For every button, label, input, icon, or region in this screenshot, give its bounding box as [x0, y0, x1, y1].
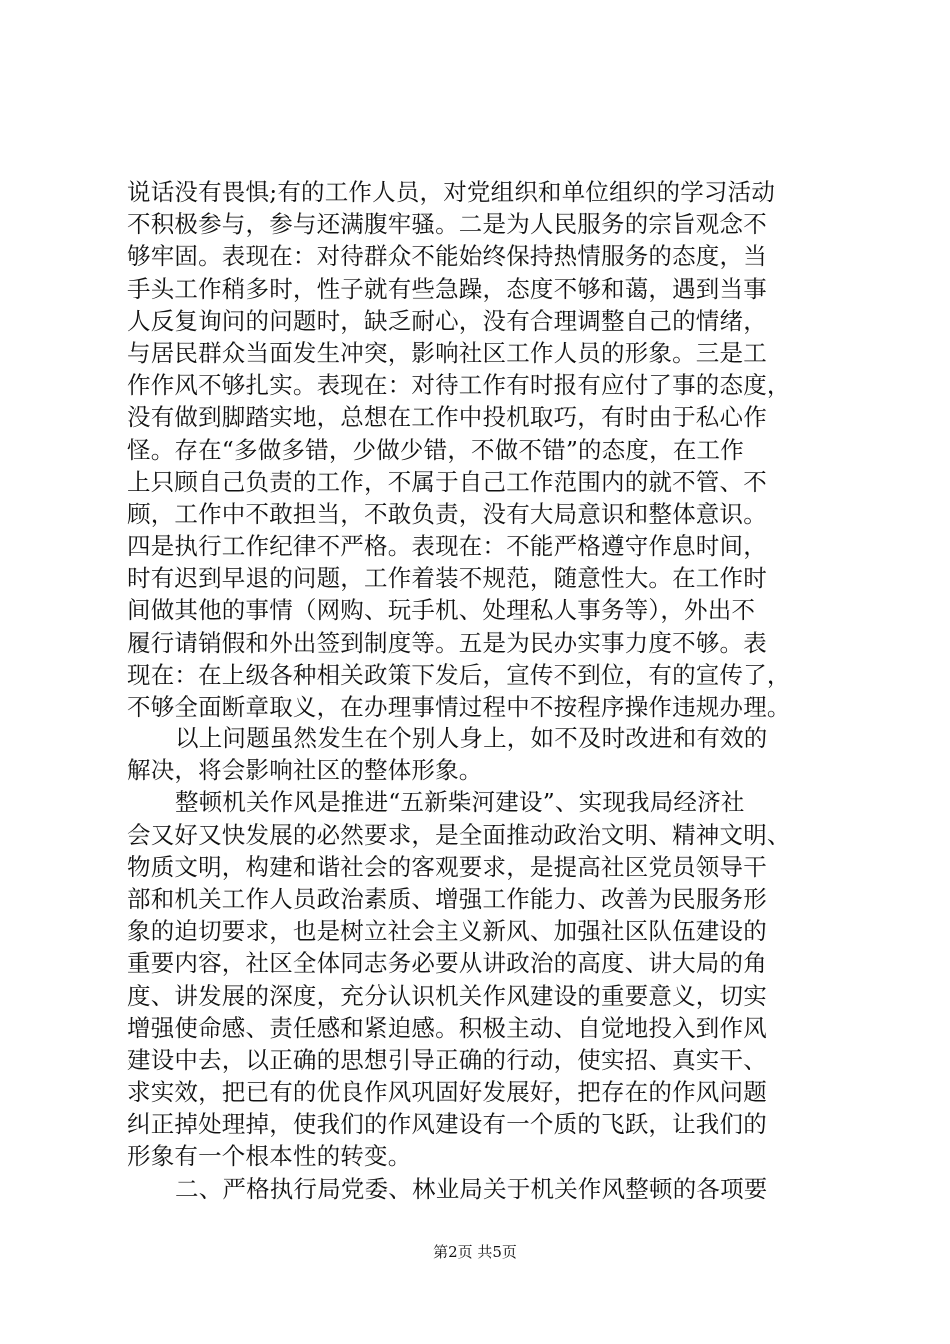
text-line: 以上问题虽然发生在个别人身上，如不及时改进和有效的: [175, 724, 768, 752]
text-line: 增强使命感、责任感和紧迫感。积极主动、自觉地投入到作风: [127, 1013, 767, 1042]
text-line: 整顿机关作风是推进“五新柴河建设”、实现我局经济社: [175, 788, 745, 817]
text-line: 物质文明，构建和谐社会的客观要求，是提高社区党员领导干: [127, 852, 767, 881]
page-footer: [0, 1243, 950, 1261]
text-line: 说话没有畏惧;有的工作人员，对党组织和单位组织的学习活动: [127, 178, 776, 206]
text-line: 度、讲发展的深度，充分认识机关作风建设的重要意义，切实: [127, 981, 767, 1010]
page-number: 第2页 共5页: [433, 1243, 517, 1261]
text-line: 与居民群众当面发生冲突，影响社区工作人员的形象。三是工: [127, 338, 767, 367]
text-line: 求实效，把已有的优良作风巩固好发展好，把存在的作风问题: [127, 1078, 767, 1107]
text-line: 会又好又快发展的必然要求，是全面推动政治文明、精神文明、: [127, 820, 791, 849]
text-line: 解决，将会影响社区的整体形象。: [127, 756, 483, 785]
text-line: 形象有一个根本性的转变。: [127, 1142, 412, 1171]
text-line: 够牢固。表现在：对待群众不能始终保持热情服务的态度，当: [127, 242, 767, 271]
text-line: 间做其他的事情（网购、玩手机、处理私人事务等），外出不: [127, 596, 756, 625]
text-line: 部和机关工作人员政治素质、增强工作能力、改善为民服务形: [127, 884, 767, 913]
text-line: 上只顾自己负责的工作，不属于自己工作范围内的就不管、不: [127, 467, 767, 496]
text-line: 人反复询问的问题时，缺乏耐心，没有合理调整自己的情绪，: [127, 306, 767, 335]
text-line: 手头工作稍多时，性子就有些急躁，态度不够和蔼，遇到当事: [127, 274, 767, 303]
text-line: 不积极参与，参与还满腹牢骚。二是为人民服务的宗旨观念不: [127, 210, 767, 239]
text-line: 重要内容，社区全体同志务必要从讲政治的高度、讲大局的角: [127, 949, 767, 978]
text-line: 顾，工作中不敢担当，不敢负责，没有大局意识和整体意识。: [127, 499, 767, 528]
text-line: 作作风不够扎实。表现在：对待工作有时报有应付了事的态度，: [127, 371, 791, 400]
text-line: 时有迟到早退的问题，工作着装不规范，随意性大。在工作时: [127, 564, 767, 593]
text-line: 二、严格执行局党委、林业局关于机关作风整顿的各项要: [175, 1174, 768, 1203]
text-line: 四是执行工作纪律不严格。表现在：不能严格遵守作息时间，: [127, 532, 767, 561]
body-paragraphs: [127, 722, 827, 1205]
text-line: 不够全面断章取义，在办理事情过程中不按程序操作违规办理。: [127, 693, 791, 721]
text-line: 象的迫切要求，也是树立社会主义新风、加强社区队伍建设的: [127, 917, 767, 946]
paragraph-continued: [127, 176, 827, 723]
text-line: 纠正掉处理掉，使我们的作风建设有一个质的飞跃，让我们的: [127, 1110, 767, 1139]
text-line: 没有做到脚踏实地，总想在工作中投机取巧，有时由于私心作: [127, 403, 767, 432]
text-line: 履行请销假和外出签到制度等。五是为民办实事力度不够。表: [127, 628, 767, 657]
text-line: 怪。存在“多做多错，少做少错，不做不错”的态度，在工作: [127, 435, 744, 464]
text-line: 建设中去，以正确的思想引导正确的行动，使实招、真实干、: [127, 1045, 767, 1074]
text-line: 现在：在上级各种相关政策下发后，宣传不到位，有的宣传了，: [127, 660, 791, 689]
